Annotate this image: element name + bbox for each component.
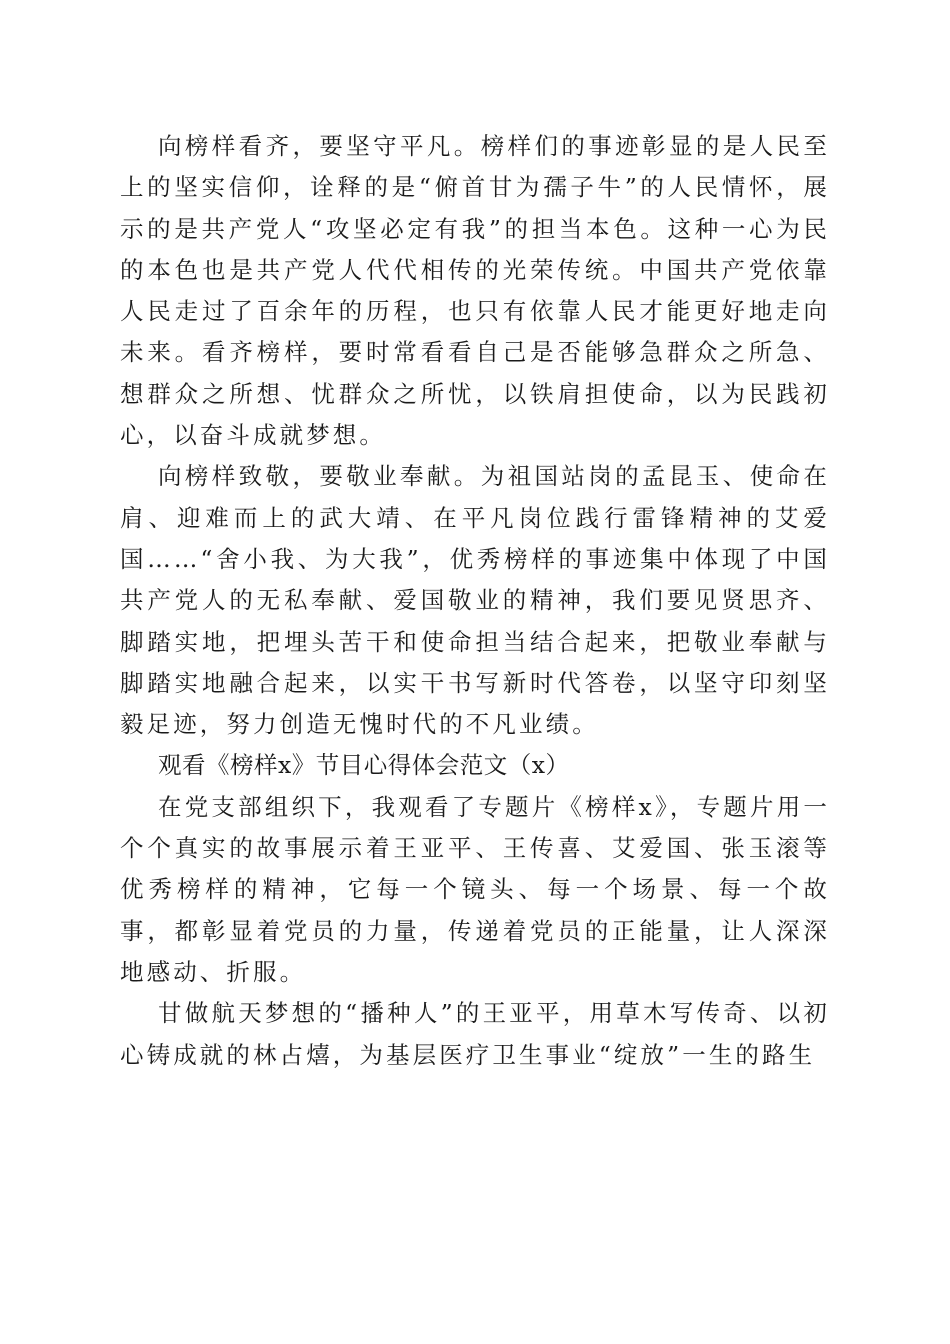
paragraph-role-models: 甘做航天梦想的“播种人”的王亚平，用草木写传奇、以初心铸成就的林占熺，为基层医疗卫生事业“绽放”一生的路生 — [120, 999, 830, 1069]
paragraph-watching-film: 在党支部组织下，我观看了专题片《榜样x》，专题片用一个个真实的故事展示着王亚平、王传喜、艾爱国、张玉滚等优秀榜样的精神，它每一个镜头、每一个场景、每一个故事，都彰显着党员的力量，传递着党员的正能量，让人深深地感动、折服。 — [120, 792, 830, 986]
section-heading: 观看《榜样x》节目心得体会范文（x） — [158, 751, 570, 780]
paragraph-salute-example: 向榜样致敬，要敬业奉献。为祖国站岗的孟昆玉、使命在肩、迎难而上的武大靖、在平凡岗位践行雷锋精神的艾爱国……“舍小我、为大我”，优秀榜样的事迹集中体现了中国共产党人的无私奉献、爱国敬业的精神，我们要见贤思齐、脚踏实地，把埋头苦干和使命担当结合起来，把敬业奉献与脚踏实地融合起来，以实干书写新时代答卷，以坚守印刻坚毅足迹，努力创造无愧时代的不凡业绩。 — [120, 462, 830, 739]
paragraph-follow-example: 向榜样看齐，要坚守平凡。榜样们的事迹彰显的是人民至上的坚实信仰，诠释的是“俯首甘为孺子牛”的人民情怀，展示的是共产党人“攻坚必定有我”的担当本色。这种一心为民的本色也是共产党人代代相传的光荣传统。中国共产党依靠人民走过了百余年的历程，也只有依靠人民才能更好地走向未来。看齐榜样，要时常看看自己是否能够急群众之所急、想群众之所想、忧群众之所忧，以铁肩担使命，以为民践初心，以奋斗成就梦想。 — [120, 132, 830, 450]
document-body — [120, 126, 830, 1076]
